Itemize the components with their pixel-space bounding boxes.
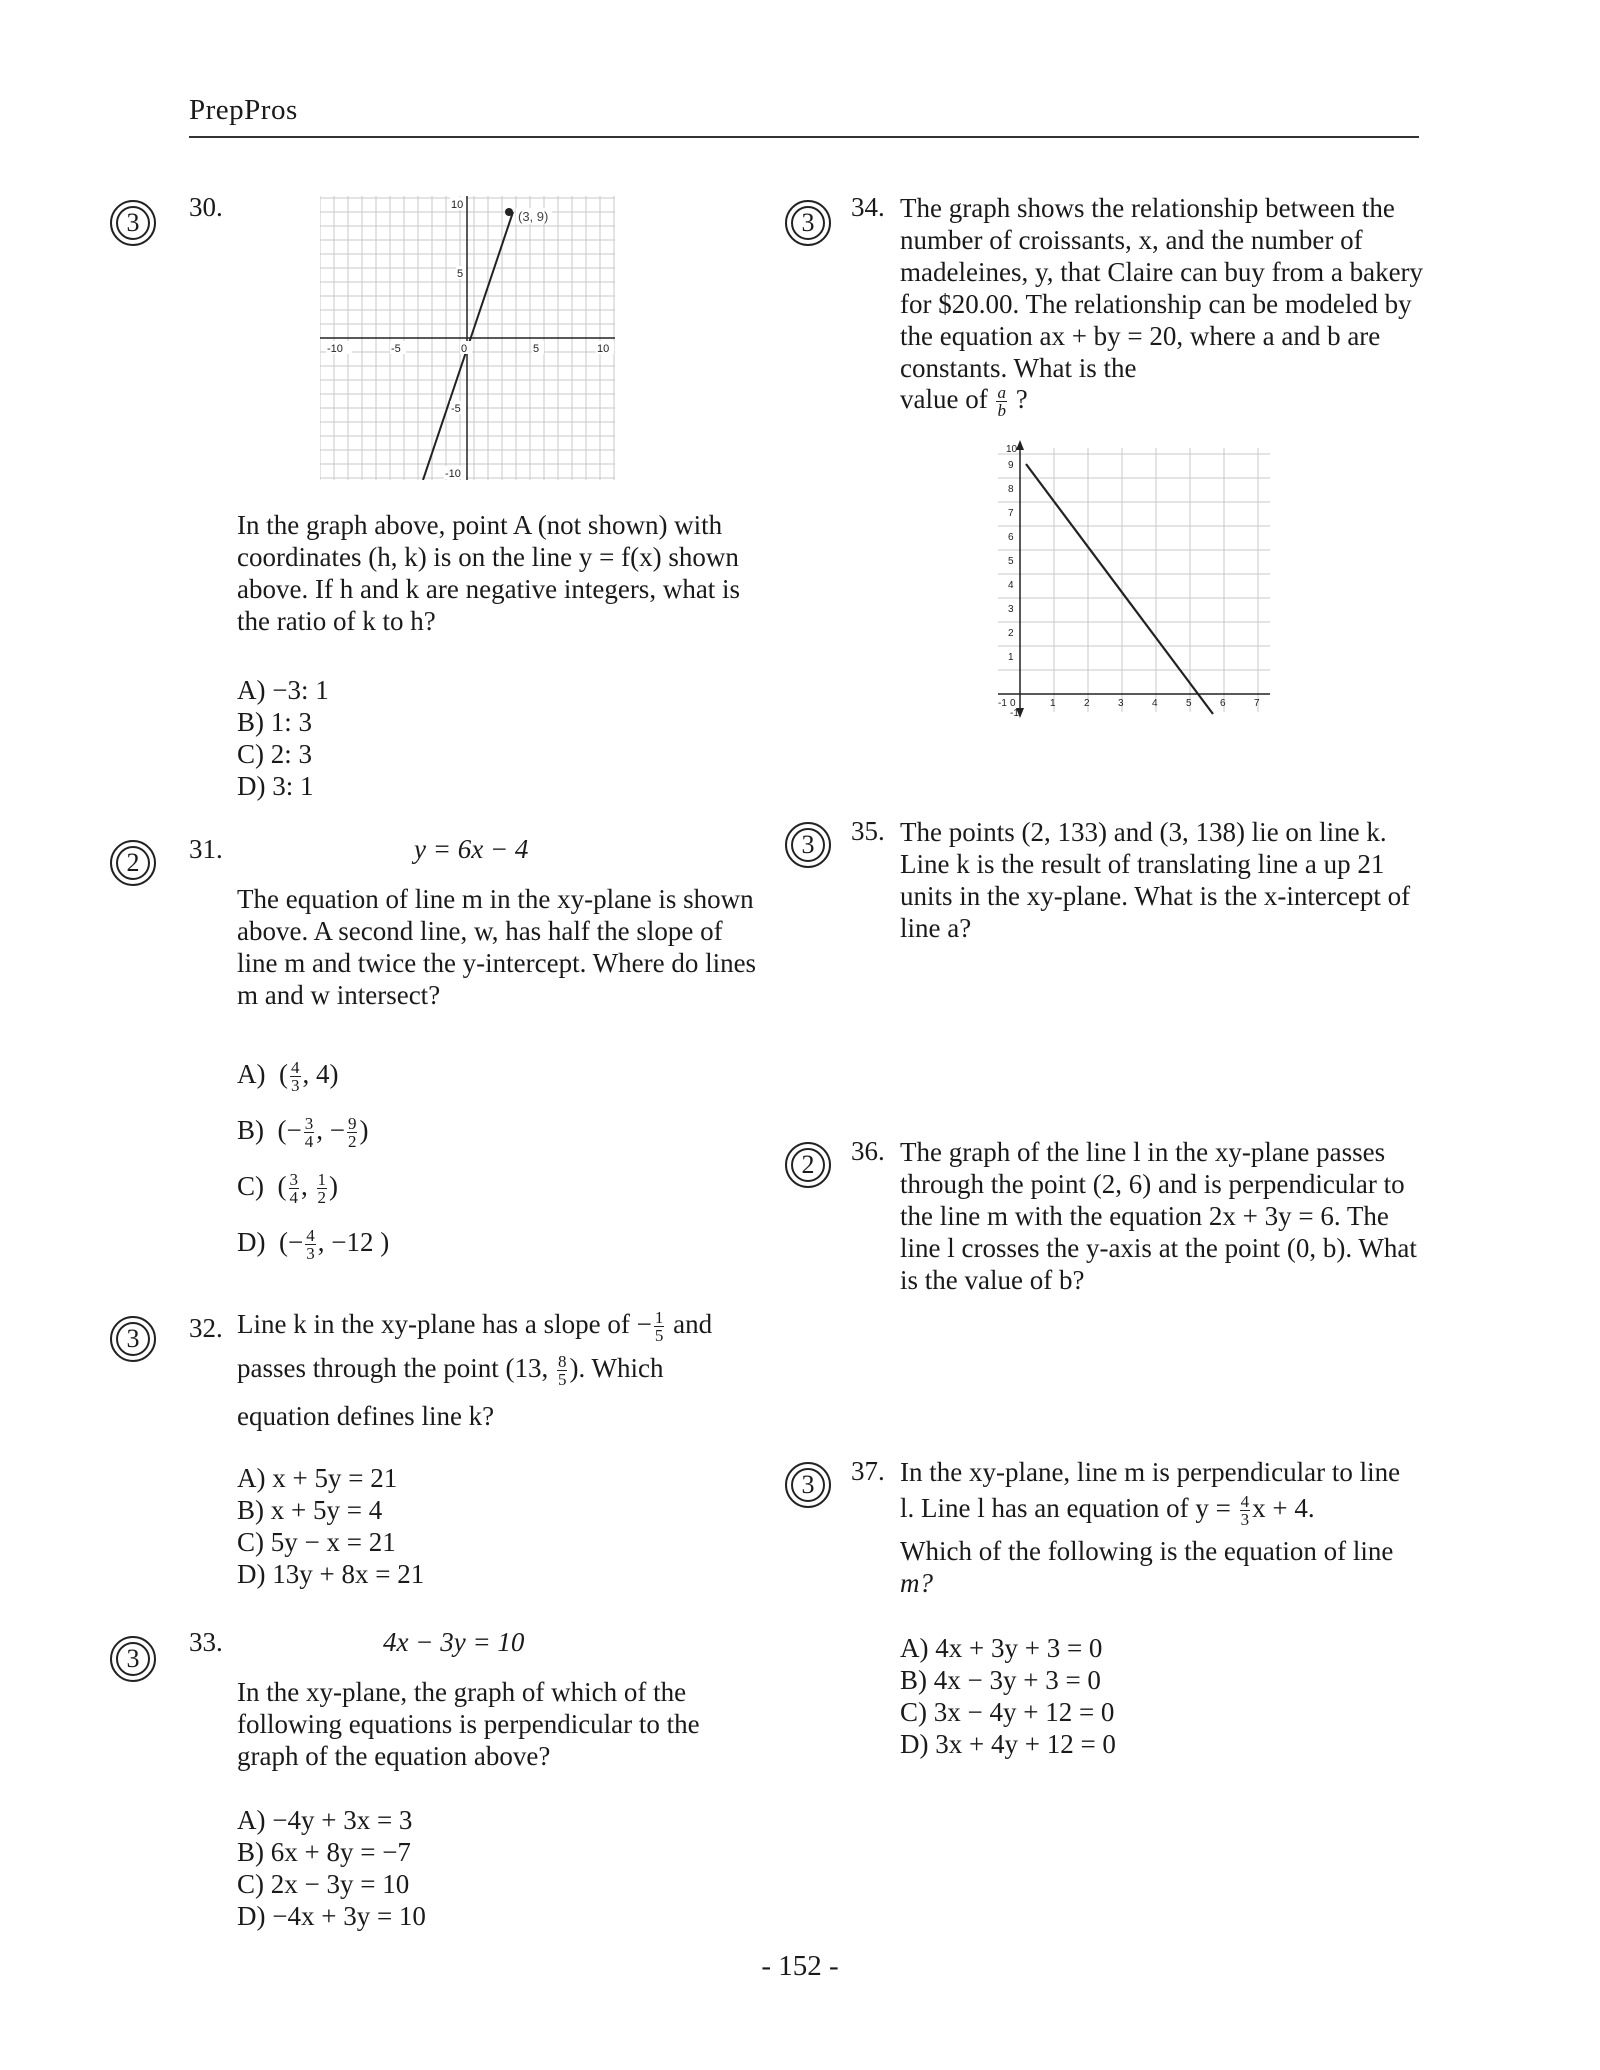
y-tick: 3 [1008, 604, 1014, 615]
choice-a[interactable]: A) x + 5y = 21 [237, 1463, 398, 1493]
question-text-q32-line2: passes through the point (13, $\frac{8}{5}$ ). Which [237, 1352, 664, 1390]
choice-c[interactable]: C) 3x − 4y + 12 = 0 [900, 1697, 1115, 1727]
choice-b[interactable]: B) 4x − 3y + 3 = 0 [900, 1665, 1101, 1695]
y-tick: 6 [1008, 532, 1014, 543]
question-text-q31: The equation of line m in the xy-plane is shown above. A second line, w, has half the slope of line m and twice the y-intercept. Where do lines m and w intersect? [237, 884, 757, 1010]
choice-b[interactable]: B) x + 5y = 4 [237, 1495, 383, 1525]
x-tick: 5 [1186, 698, 1192, 709]
choice-b[interactable]: B) (− $\frac{3}{4}$ , − $\frac{9}{2}$ ) [237, 1114, 369, 1152]
question-text-q32-line1: Line k in the xy-plane has a slope of − $\frac{1}{5}$ and [237, 1308, 713, 1346]
question-text-q37-line4: m? [900, 1568, 933, 1598]
x-tick: 3 [1118, 698, 1124, 709]
difficulty-badge-q33: 3 [110, 1636, 156, 1682]
question-text-q34-last: value of $\frac{a}{b}$ ? [900, 383, 1028, 421]
x-tick: 2 [1084, 698, 1090, 709]
x-tick: -10 [327, 343, 343, 355]
x-tick: 0 [461, 343, 468, 355]
question-text-q34: The graph shows the relationship between the number of croissants, x, and the number of madeleines, y, that Claire can buy from a bakery for $20.00. The relationship can be modeled by the equation ax + by = 20, where a and b are constants. What is the [900, 193, 1424, 383]
question-number-q36: 36. [851, 1136, 885, 1166]
point-label: (3, 9) [518, 209, 549, 224]
y-tick: -10 [445, 468, 461, 480]
question-number-q30: 30. [189, 192, 223, 222]
question-number-q31: 31. [189, 834, 223, 864]
header-title: PrepPros [189, 94, 298, 126]
choice-c[interactable]: C) 2x − 3y = 10 [237, 1869, 410, 1899]
difficulty-badge-q36: 2 [785, 1142, 831, 1188]
y-tick: -5 [451, 403, 461, 415]
question-number-q37: 37. [851, 1456, 885, 1486]
choice-d[interactable]: D) 3x + 4y + 12 = 0 [900, 1729, 1116, 1759]
choice-d[interactable]: D) −4x + 3y = 10 [237, 1901, 426, 1931]
question-text-q30: In the graph above, point A (not shown) with coordinates (h, k) is on the line y = f(x) shown above. If h and k are negative integers, what is the ratio of k to h? [237, 510, 741, 636]
question-number-q35: 35. [851, 816, 885, 846]
graph-q34 [998, 440, 1270, 718]
y-tick: 2 [1008, 628, 1014, 639]
choices-q31 [237, 1058, 389, 1282]
x-tick: -1 [998, 698, 1007, 709]
x-tick: 6 [1220, 698, 1226, 709]
choice-c[interactable]: C) ( $\frac{3}{4}$ , $\frac{1}{2}$ ) [237, 1170, 338, 1208]
choice-a[interactable]: A) 4x + 3y + 3 = 0 [900, 1633, 1103, 1663]
difficulty-badge-q34: 3 [785, 200, 831, 246]
y-tick: 7 [1008, 508, 1014, 519]
y-tick: 10 [1006, 444, 1018, 455]
choice-b[interactable]: B) 1: 3 [237, 707, 313, 737]
x-tick: 1 [1050, 698, 1056, 709]
difficulty-badge-q31: 2 [110, 840, 156, 886]
x-tick: 10 [597, 343, 610, 355]
choice-a[interactable]: A) ( $\frac{4}{3}$ , 4) [237, 1058, 339, 1096]
question-number-q34: 34. [851, 192, 885, 222]
question-text-q37-line2: l. Line l has an equation of y = $\frac{4}{3}$ x + 4. [900, 1492, 1315, 1530]
x-tick: 4 [1152, 698, 1158, 709]
graph-q30 [320, 196, 615, 480]
question-number-q32: 32. [189, 1313, 223, 1343]
equation-q33: 4x − 3y = 10 [383, 1627, 525, 1657]
x-tick: -5 [391, 343, 401, 355]
origin-label: 0 [1010, 698, 1016, 709]
header-divider [189, 136, 1419, 138]
question-text-q33: In the xy-plane, the graph of which of the following equations is perpendicular to the graph of the equation above? [237, 1677, 700, 1771]
question-text-q35: The points (2, 133) and (3, 138) lie on line k. Line k is the result of translating line a up 21 units in the xy-plane. What is the x-intercept of line a? [900, 817, 1411, 943]
choice-a[interactable]: A) −4y + 3x = 3 [237, 1805, 413, 1835]
y-tick: 5 [1008, 556, 1014, 567]
question-text-q32-line3: equation defines line k? [237, 1401, 495, 1431]
x-tick: 5 [533, 343, 540, 355]
question-text-q37-line3: Which of the following is the equation of line [900, 1536, 1394, 1566]
question-text-q36: The graph of the line l in the xy-plane passes through the point (2, 6) and is perpendicular to the line m with the equation 2x + 3y = 6. The line l crosses the y-axis at the point (0, b). What is the value of b? [900, 1137, 1417, 1295]
choice-b[interactable]: B) 6x + 8y = −7 [237, 1837, 411, 1867]
choices-q32 [237, 1462, 424, 1590]
choice-a[interactable]: A) −3: 1 [237, 675, 329, 705]
choice-d[interactable]: D) (− $\frac{4}{3}$ , −12 ) [237, 1226, 390, 1264]
choices-q37 [900, 1632, 1116, 1760]
equation-q31: y = 6x − 4 [414, 834, 529, 864]
question-text-q37-line1: In the xy-plane, line m is perpendicular to line [900, 1457, 1401, 1487]
choices-q30 [237, 674, 329, 802]
y-tick: 1 [1008, 652, 1014, 663]
choice-d[interactable]: D) 13y + 8x = 21 [237, 1559, 425, 1589]
y-tick: 10 [451, 199, 464, 211]
difficulty-badge-q32: 3 [110, 1316, 156, 1362]
question-number-q33: 33. [189, 1627, 223, 1657]
x-tick: 7 [1254, 698, 1260, 709]
choice-d[interactable]: D) 3: 1 [237, 771, 314, 801]
difficulty-badge-q35: 3 [785, 822, 831, 868]
y-tick: 5 [457, 268, 464, 280]
difficulty-badge-q37: 3 [785, 1462, 831, 1508]
choice-c[interactable]: C) 5y − x = 21 [237, 1527, 396, 1557]
point-3-9 [505, 208, 513, 216]
y-tick: -1 [1010, 708, 1019, 718]
choices-q33 [237, 1804, 426, 1932]
y-tick: 4 [1008, 580, 1014, 591]
y-tick: 9 [1008, 460, 1014, 471]
y-tick: 8 [1008, 484, 1014, 495]
page-number: - 152 - [761, 1950, 839, 1982]
choice-c[interactable]: C) 2: 3 [237, 739, 313, 769]
difficulty-badge-q30: 3 [110, 200, 156, 246]
